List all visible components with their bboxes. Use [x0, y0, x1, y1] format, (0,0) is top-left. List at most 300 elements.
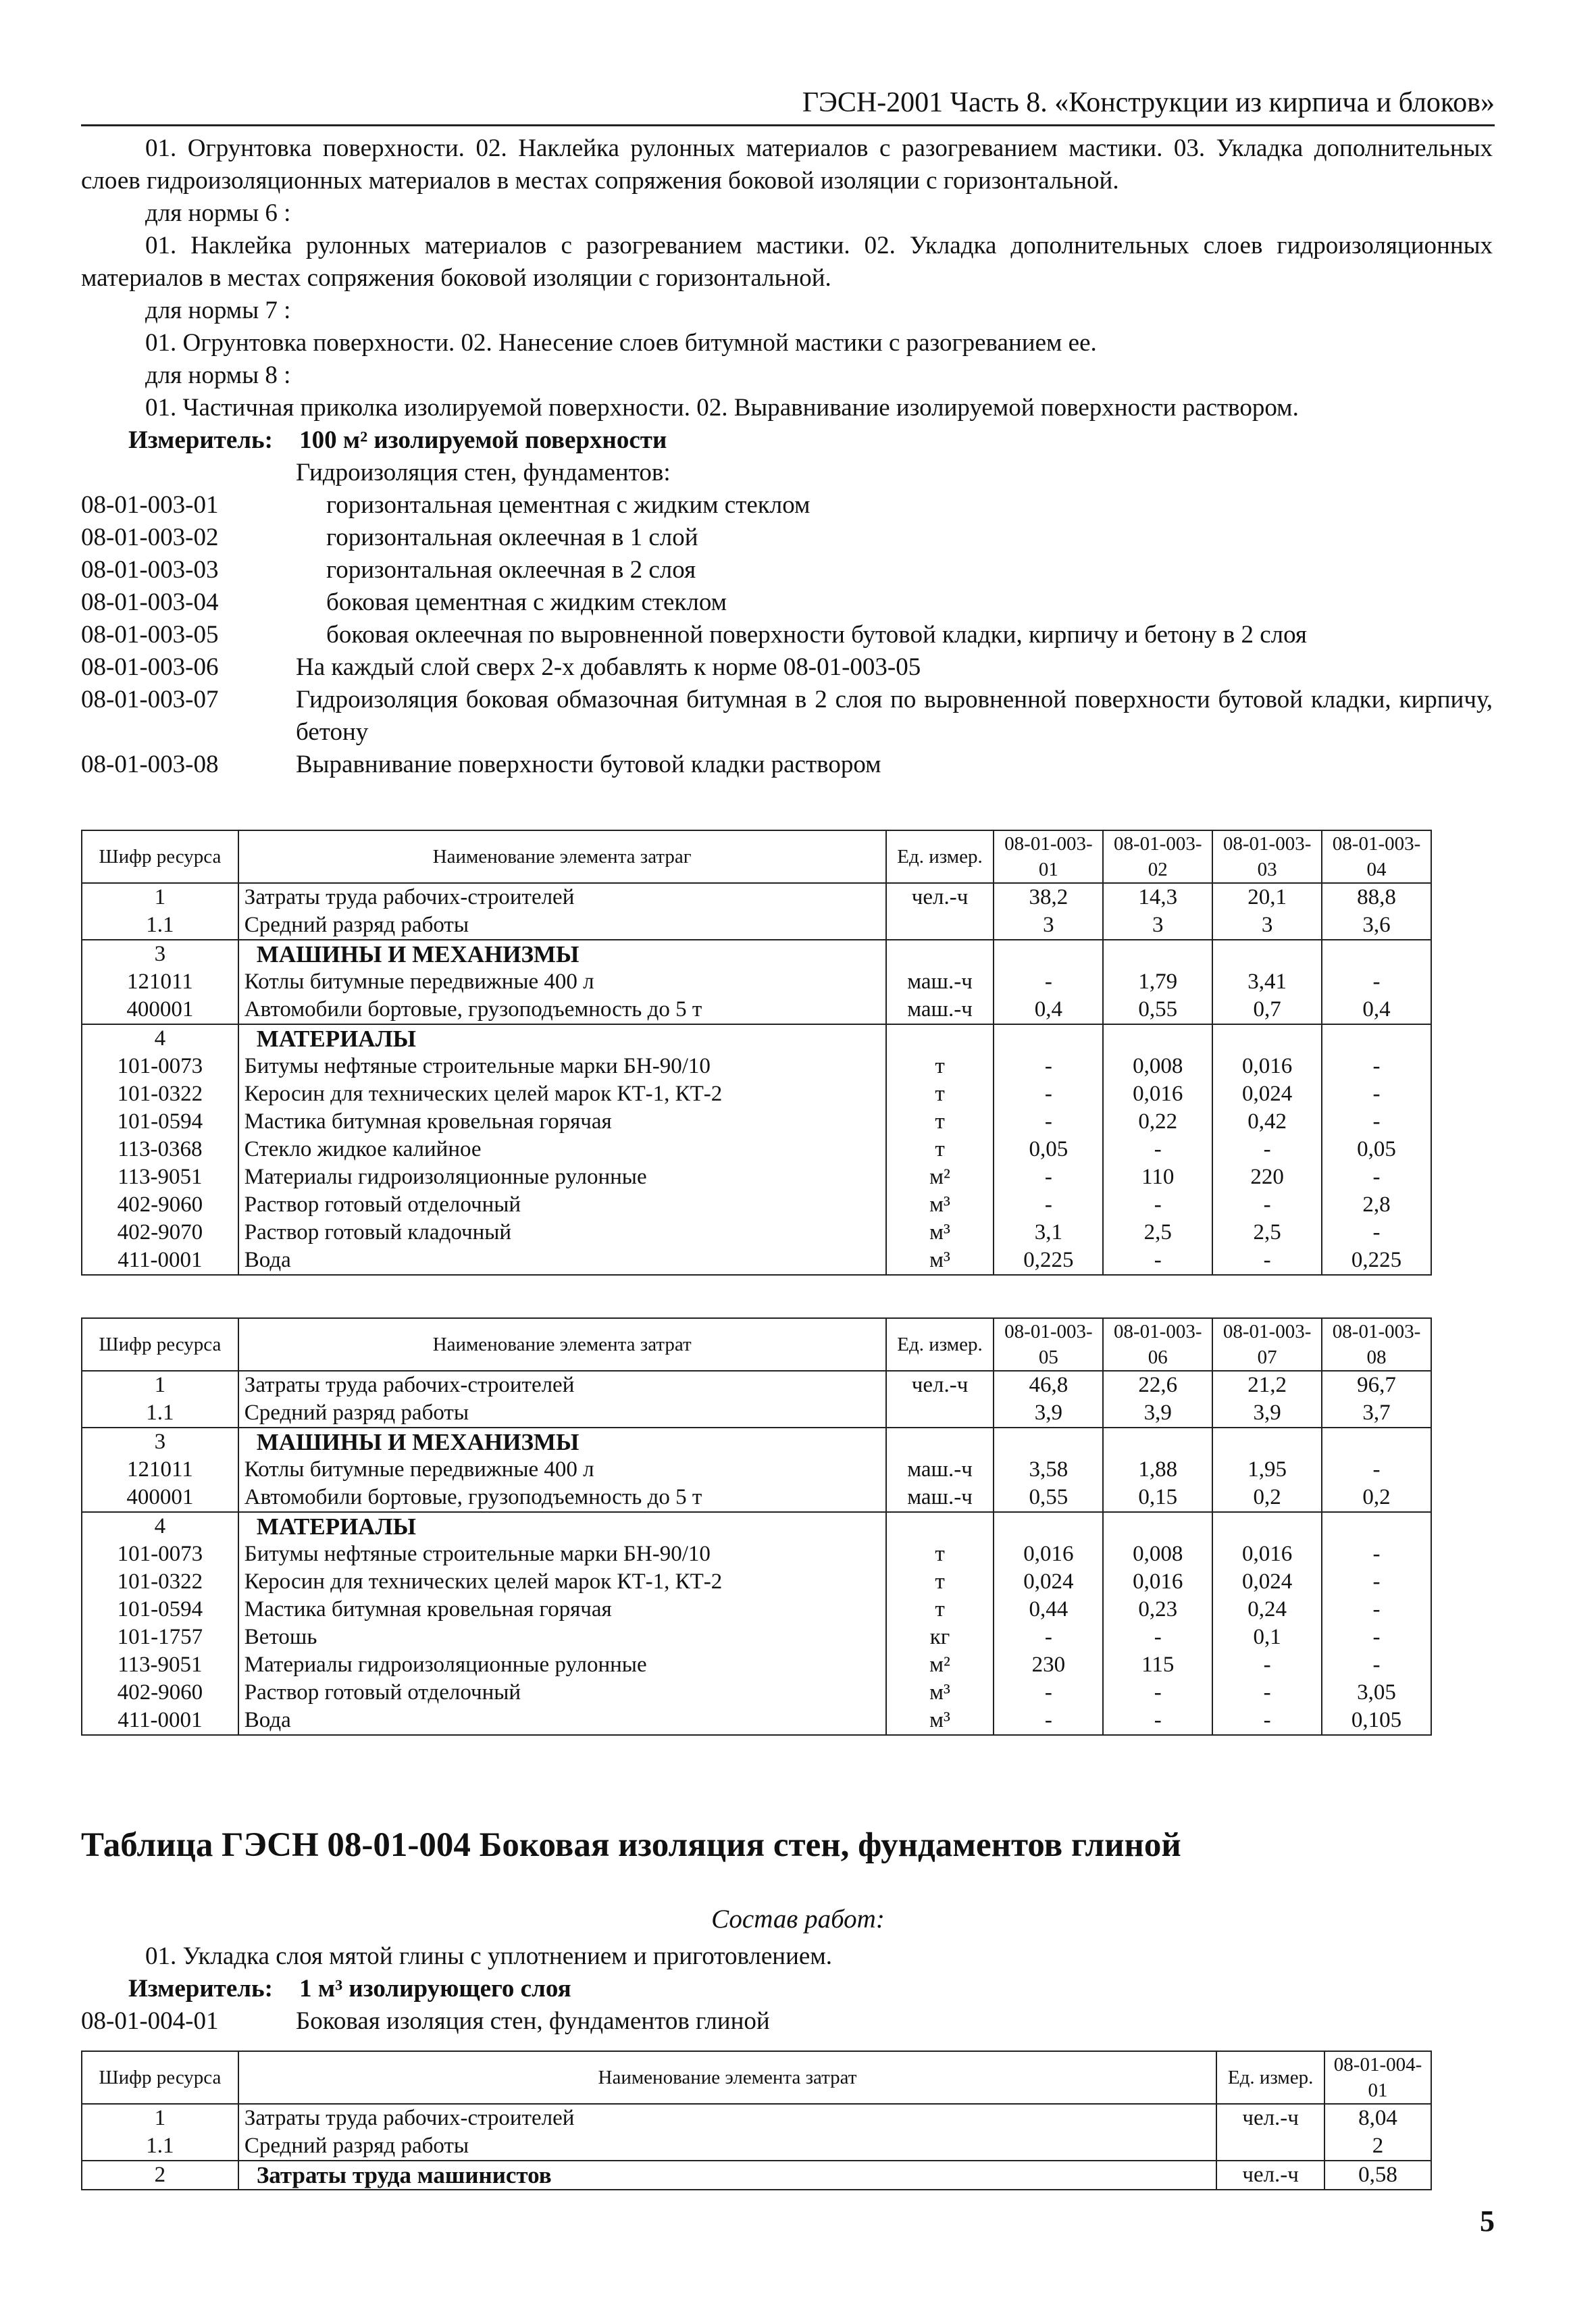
cell-name: Стекло жидкое калийное	[238, 1136, 886, 1163]
work-text-7: 01. Огрунтовка поверхности. 02. Нанесение слоев битумной мастики с разогреванием ее.	[145, 329, 1097, 357]
column-header-norm: 08-01-003-05	[994, 1318, 1103, 1371]
cell-value: 0,24	[1212, 1596, 1322, 1624]
column-header-norm: 08-01-003-07	[1212, 1318, 1322, 1371]
measure-line-2	[81, 1973, 1493, 2005]
cell-value: 0,22	[1103, 1108, 1212, 1136]
cell-value: 88,8	[1322, 883, 1431, 911]
cell-value: 3	[994, 911, 1103, 940]
cell-unit	[886, 1399, 994, 1428]
cell-name: Раствор готовый кладочный	[238, 1219, 886, 1247]
cell-value	[1212, 1428, 1322, 1456]
norm-desc: горизонтальная цементная с жидким стеклом	[326, 491, 810, 519]
cell-code: 1	[82, 2104, 238, 2132]
cell-name: МАТЕРИАЛЫ	[238, 1024, 886, 1053]
column-header-norm: 08-01-003-03	[1212, 830, 1322, 883]
cell-value: -	[1212, 1191, 1322, 1219]
column-header-name: Наименование элемента затрат	[238, 2051, 1216, 2104]
measure-line	[81, 424, 1493, 457]
work-text-6: 01. Наклейка рулонных материалов с разогреванием мастики. 02. Укладка дополнительных слоев гидроизоляционных материалов в местах сопряжения боковой изоляции с горизонтальной.	[81, 232, 1493, 292]
column-header-norm: 08-01-003-06	[1103, 1318, 1212, 1371]
cell-value: 0,024	[994, 1568, 1103, 1596]
cell-unit: т	[886, 1596, 994, 1624]
cell-value: 0,016	[1103, 1080, 1212, 1108]
cell-value: 110	[1103, 1163, 1212, 1191]
cell-value: 0,016	[1212, 1053, 1322, 1080]
norm-row	[81, 2005, 1493, 2038]
resource-table-2	[81, 1317, 1432, 1736]
cell-value: -	[1322, 1080, 1431, 1108]
work-text-2: 01. Укладка слоя мятой глины с уплотнением и приготовлением.	[145, 1942, 832, 1970]
cell-name: Котлы битумные передвижные 400 л	[238, 968, 886, 996]
cell-value: -	[994, 1679, 1103, 1707]
cell-value	[1322, 1428, 1431, 1456]
work-composition-heading: Состав работ:	[711, 1905, 885, 1934]
cell-value: 230	[994, 1651, 1103, 1679]
cell-name: Средний разряд работы	[238, 2132, 1216, 2161]
cell-value	[1103, 1512, 1212, 1540]
cell-value: 0,2	[1212, 1484, 1322, 1512]
cell-value: -	[1212, 1136, 1322, 1163]
cell-code: 101-0322	[82, 1080, 238, 1108]
cell-code: 113-0368	[82, 1136, 238, 1163]
cell-value: 3,7	[1322, 1399, 1431, 1428]
cell-value	[1103, 1024, 1212, 1053]
table-row	[82, 1512, 1431, 1540]
table-row	[82, 1191, 1431, 1219]
norm-row	[81, 522, 1493, 554]
cell-value	[1322, 1024, 1431, 1053]
cell-value: 0,58	[1324, 2161, 1431, 2190]
norm-row	[81, 749, 1493, 781]
cell-name: Автомобили бортовые, грузоподъемность до 5 т	[238, 996, 886, 1024]
cell-unit: т	[886, 1053, 994, 1080]
cell-value: 1,79	[1103, 968, 1212, 996]
cell-value: 0,225	[1322, 1247, 1431, 1275]
cell-value: 3,9	[1212, 1399, 1322, 1428]
cell-code: 400001	[82, 996, 238, 1024]
cell-value: -	[1212, 1247, 1322, 1275]
table-row	[82, 1219, 1431, 1247]
header-title: ГЭСН-2001 Часть 8. «Конструкции из кирпича и блоков»	[802, 87, 1495, 118]
cell-value: -	[994, 1108, 1103, 1136]
cell-value: 3,6	[1322, 911, 1431, 940]
cell-name: Средний разряд работы	[238, 1399, 886, 1428]
column-header-name: Наименование элемента затрат	[238, 1318, 886, 1371]
measure-label: Измеритель:	[128, 426, 273, 454]
table-row	[82, 1428, 1431, 1456]
cell-code: 4	[82, 1512, 238, 1540]
cell-value	[1103, 940, 1212, 968]
cell-name: Раствор готовый отделочный	[238, 1679, 886, 1707]
cell-value: 38,2	[994, 883, 1103, 911]
column-header-unit: Ед. измер.	[1216, 2051, 1324, 2104]
cell-code: 411-0001	[82, 1707, 238, 1735]
cell-value	[1103, 1428, 1212, 1456]
cell-value: -	[1322, 1651, 1431, 1679]
cell-value: 96,7	[1322, 1371, 1431, 1399]
cell-value: 0,55	[1103, 996, 1212, 1024]
norm-7-heading: для нормы 7 :	[145, 297, 291, 324]
cell-name: Битумы нефтяные строительные марки БН-90/10	[238, 1053, 886, 1080]
norm-code: 08-01-003-08	[81, 751, 219, 778]
cell-value: -	[994, 1624, 1103, 1651]
cell-unit: чел.-ч	[1216, 2161, 1324, 2190]
cell-value: 115	[1103, 1651, 1212, 1679]
norm-code: 08-01-003-04	[81, 588, 219, 616]
cell-code: 1.1	[82, 2132, 238, 2161]
cell-unit: кг	[886, 1624, 994, 1651]
cell-code: 113-9051	[82, 1651, 238, 1679]
table-row	[82, 1596, 1431, 1624]
cell-value: -	[1103, 1624, 1212, 1651]
norm-code: 08-01-003-06	[81, 653, 219, 681]
cell-value	[1322, 940, 1431, 968]
cell-value: 0,7	[1212, 996, 1322, 1024]
table-row	[82, 1707, 1431, 1735]
column-header-norm: 08-01-003-04	[1322, 830, 1431, 883]
table-row	[82, 940, 1431, 968]
table-row	[82, 1484, 1431, 1512]
cell-name: МАШИНЫ И МЕХАНИЗМЫ	[238, 1428, 886, 1456]
cell-code: 402-9060	[82, 1679, 238, 1707]
cell-unit: м²	[886, 1163, 994, 1191]
cell-value: -	[994, 1707, 1103, 1735]
column-header-norm: 08-01-003-08	[1322, 1318, 1431, 1371]
cell-name: Материалы гидроизоляционные рулонные	[238, 1651, 886, 1679]
cell-code: 1	[82, 883, 238, 911]
cell-name: МАШИНЫ И МЕХАНИЗМЫ	[238, 940, 886, 968]
cell-name: Раствор готовый отделочный	[238, 1191, 886, 1219]
cell-unit	[886, 1512, 994, 1540]
group-title: Гидроизоляция стен, фундаментов:	[296, 459, 671, 486]
cell-code: 1.1	[82, 1399, 238, 1428]
cell-value: 3,58	[994, 1456, 1103, 1484]
norm-8-heading: для нормы 8 :	[145, 361, 291, 389]
cell-code: 2	[82, 2161, 238, 2190]
cell-code: 113-9051	[82, 1163, 238, 1191]
table-row	[82, 1456, 1431, 1484]
table-row	[82, 1679, 1431, 1707]
cell-value: -	[1103, 1191, 1212, 1219]
cell-unit: маш.-ч	[886, 996, 994, 1024]
cell-code: 1.1	[82, 911, 238, 940]
cell-name: Вода	[238, 1707, 886, 1735]
cell-unit: т	[886, 1540, 994, 1568]
cell-value: 0,44	[994, 1596, 1103, 1624]
cell-value: -	[994, 1163, 1103, 1191]
cell-code: 400001	[82, 1484, 238, 1512]
norm-6-heading: для нормы 6 :	[145, 199, 291, 227]
cell-name: Мастика битумная кровельная горячая	[238, 1108, 886, 1136]
table-row	[82, 2104, 1431, 2132]
table-row	[82, 1624, 1431, 1651]
cell-value: -	[994, 968, 1103, 996]
cell-unit: м³	[886, 1247, 994, 1275]
cell-value: 3	[1212, 911, 1322, 940]
cell-unit	[886, 911, 994, 940]
table-row	[82, 1371, 1431, 1399]
cell-value: 2,5	[1103, 1219, 1212, 1247]
cell-code: 121011	[82, 1456, 238, 1484]
norm-row	[81, 651, 1493, 684]
cell-unit: т	[886, 1080, 994, 1108]
cell-value	[994, 940, 1103, 968]
cell-code: 101-0073	[82, 1053, 238, 1080]
cell-name: Мастика битумная кровельная горячая	[238, 1596, 886, 1624]
cell-value	[994, 1428, 1103, 1456]
page-number: 5	[1480, 2205, 1495, 2238]
norm-desc: боковая цементная с жидким стеклом	[326, 588, 727, 616]
cell-value: 0,016	[1212, 1540, 1322, 1568]
column-header-code: Шифр ресурса	[82, 2051, 238, 2104]
cell-value: -	[994, 1191, 1103, 1219]
cell-value: 0,016	[994, 1540, 1103, 1568]
cell-unit: м³	[886, 1219, 994, 1247]
norm-code: 08-01-004-01	[81, 2007, 219, 2035]
cell-unit: т	[886, 1568, 994, 1596]
cell-value: -	[1322, 1053, 1431, 1080]
cell-code: 101-0594	[82, 1108, 238, 1136]
cell-value	[1212, 1512, 1322, 1540]
norm-row	[81, 586, 1493, 619]
cell-name: Затраты труда рабочих-строителей	[238, 883, 886, 911]
cell-unit: т	[886, 1136, 994, 1163]
cell-name: Средний разряд работы	[238, 911, 886, 940]
cell-unit	[886, 940, 994, 968]
table-header-row	[82, 1318, 1431, 1371]
table-row	[82, 1399, 1431, 1428]
norm-desc: На каждый слой сверх 2-х добавлять к норме 08-01-003-05	[296, 653, 921, 681]
cell-unit: м³	[886, 1707, 994, 1735]
column-header-norm: 08-01-004-01	[1324, 2051, 1431, 2104]
cell-code: 4	[82, 1024, 238, 1053]
cell-value: 3,9	[994, 1399, 1103, 1428]
cell-unit: м³	[886, 1191, 994, 1219]
table-row	[82, 968, 1431, 996]
cell-value: 46,8	[994, 1371, 1103, 1399]
cell-unit: чел.-ч	[886, 1371, 994, 1399]
norm-row	[81, 489, 1493, 522]
table-row	[82, 1108, 1431, 1136]
resource-table-1	[81, 830, 1432, 1276]
cell-value: -	[1103, 1679, 1212, 1707]
norm-code: 08-01-003-02	[81, 524, 219, 551]
cell-value: 2	[1324, 2132, 1431, 2161]
cell-value: 2,8	[1322, 1191, 1431, 1219]
cell-code: 3	[82, 1428, 238, 1456]
cell-value: 0,55	[994, 1484, 1103, 1512]
cell-value: 0,15	[1103, 1484, 1212, 1512]
cell-value	[1322, 1512, 1431, 1540]
cell-value: 220	[1212, 1163, 1322, 1191]
table-row	[82, 1568, 1431, 1596]
column-header-unit: Ед. измер.	[886, 830, 994, 883]
cell-value: -	[1322, 1596, 1431, 1624]
cell-code: 101-0322	[82, 1568, 238, 1596]
cell-value: 22,6	[1103, 1371, 1212, 1399]
measure-label-2: Измеритель:	[128, 1975, 273, 2003]
cell-unit: маш.-ч	[886, 1456, 994, 1484]
cell-value	[1212, 940, 1322, 968]
cell-value: -	[1322, 1624, 1431, 1651]
cell-value: 3,1	[994, 1219, 1103, 1247]
column-header-norm: 08-01-003-01	[994, 830, 1103, 883]
work-composition-2	[81, 1940, 1493, 2038]
cell-unit: чел.-ч	[886, 883, 994, 911]
column-header-norm: 08-01-003-02	[1103, 830, 1212, 883]
table-row	[82, 1024, 1431, 1053]
cell-unit: м²	[886, 1651, 994, 1679]
cell-value: 14,3	[1103, 883, 1212, 911]
cell-name: Котлы битумные передвижные 400 л	[238, 1456, 886, 1484]
cell-code: 121011	[82, 968, 238, 996]
cell-name: Автомобили бортовые, грузоподъемность до 5 т	[238, 1484, 886, 1512]
norm-desc: горизонтальная оклеечная в 2 слоя	[326, 556, 696, 584]
cell-value: 1,88	[1103, 1456, 1212, 1484]
cell-value: 2,5	[1212, 1219, 1322, 1247]
cell-value: 0,23	[1103, 1596, 1212, 1624]
norm-desc: Боковая изоляция стен, фундаментов глиной	[296, 2007, 770, 2035]
column-header-unit: Ед. измер.	[886, 1318, 994, 1371]
cell-name: Битумы нефтяные строительные марки БН-90/10	[238, 1540, 886, 1568]
cell-value: -	[1322, 1456, 1431, 1484]
cell-value: 3	[1103, 911, 1212, 940]
cell-value: -	[1103, 1707, 1212, 1735]
cell-name: Затраты труда машинистов	[238, 2161, 1216, 2190]
cell-name: Ветошь	[238, 1624, 886, 1651]
norm-row	[81, 684, 1493, 749]
cell-value: 0,4	[994, 996, 1103, 1024]
cell-value: 21,2	[1212, 1371, 1322, 1399]
norm-desc: горизонтальная оклеечная в 1 слой	[326, 524, 698, 551]
cell-unit: маш.-ч	[886, 1484, 994, 1512]
norm-row	[81, 619, 1493, 651]
table-row	[82, 1540, 1431, 1568]
cell-code: 402-9060	[82, 1191, 238, 1219]
cell-value: -	[1322, 1219, 1431, 1247]
cell-value: -	[1322, 1568, 1431, 1596]
column-header-code: Шифр ресурса	[82, 1318, 238, 1371]
table-row	[82, 911, 1431, 940]
cell-value	[1212, 1024, 1322, 1053]
cell-code: 101-0594	[82, 1596, 238, 1624]
cell-name: Затраты труда рабочих-строителей	[238, 2104, 1216, 2132]
cell-unit: чел.-ч	[1216, 2104, 1324, 2132]
cell-name: Материалы гидроизоляционные рулонные	[238, 1163, 886, 1191]
cell-value: 0,05	[1322, 1136, 1431, 1163]
cell-value: -	[994, 1080, 1103, 1108]
column-header-name: Наименование элемента затраг	[238, 830, 886, 883]
cell-value: 0,225	[994, 1247, 1103, 1275]
table-row	[82, 1247, 1431, 1275]
cell-value: 3,9	[1103, 1399, 1212, 1428]
table-row	[82, 1080, 1431, 1108]
cell-value: -	[1212, 1707, 1322, 1735]
norm-desc: Гидроизоляция боковая обмазочная битумная в 2 слоя по выровненной поверхности бутовой кладки, кирпичу, бетону	[296, 686, 1493, 746]
cell-value	[994, 1024, 1103, 1053]
work-composition	[81, 132, 1493, 781]
cell-code: 402-9070	[82, 1219, 238, 1247]
cell-name: МАТЕРИАЛЫ	[238, 1512, 886, 1540]
measure-value-2: 1 м³ изолирующего слоя	[299, 1975, 571, 2003]
cell-value: 8,04	[1324, 2104, 1431, 2132]
cell-name: Керосин для технических целей марок КТ-1, КТ-2	[238, 1568, 886, 1596]
cell-value: 1,95	[1212, 1456, 1322, 1484]
cell-value: -	[1212, 1651, 1322, 1679]
cell-value: 0,2	[1322, 1484, 1431, 1512]
resource-table-3	[81, 2051, 1432, 2190]
cell-code: 3	[82, 940, 238, 968]
table-header-row	[82, 830, 1431, 883]
cell-name: Керосин для технических целей марок КТ-1, КТ-2	[238, 1080, 886, 1108]
norms-list	[81, 489, 1493, 781]
table-header-row	[82, 2051, 1431, 2104]
table-row	[82, 1136, 1431, 1163]
work-text-1: 01. Огрунтовка поверхности. 02. Наклейка рулонных материалов с разогреванием мастики. 03. Укладка дополнительных слоев гидроизоляционных материалов в местах сопряжения боковой изоляции с горизонтальной.	[81, 134, 1493, 195]
table-row	[82, 996, 1431, 1024]
cell-value	[994, 1512, 1103, 1540]
cell-name: Затраты труда рабочих-строителей	[238, 1371, 886, 1399]
cell-value: 0,05	[994, 1136, 1103, 1163]
table-row	[82, 1651, 1431, 1679]
cell-value: -	[1322, 968, 1431, 996]
cell-value: 3,05	[1322, 1679, 1431, 1707]
cell-value: 0,1	[1212, 1624, 1322, 1651]
cell-unit: м³	[886, 1679, 994, 1707]
table-row	[82, 883, 1431, 911]
table-row	[82, 1053, 1431, 1080]
cell-value: 20,1	[1212, 883, 1322, 911]
cell-value: 0,024	[1212, 1080, 1322, 1108]
cell-unit: маш.-ч	[886, 968, 994, 996]
cell-value: -	[1103, 1247, 1212, 1275]
cell-value: -	[1322, 1163, 1431, 1191]
table-row	[82, 1163, 1431, 1191]
cell-value: 0,008	[1103, 1053, 1212, 1080]
norm-desc: боковая оклеечная по выровненной поверхности бутовой кладки, кирпичу и бетону в 2 слоя	[326, 621, 1307, 649]
cell-value: 0,024	[1212, 1568, 1322, 1596]
cell-code: 101-0073	[82, 1540, 238, 1568]
cell-value: -	[1212, 1679, 1322, 1707]
cell-unit	[886, 1428, 994, 1456]
cell-unit: т	[886, 1108, 994, 1136]
cell-value: 0,42	[1212, 1108, 1322, 1136]
cell-code: 1	[82, 1371, 238, 1399]
cell-value: 0,008	[1103, 1540, 1212, 1568]
table-row	[82, 2132, 1431, 2161]
cell-code: 411-0001	[82, 1247, 238, 1275]
norm-code: 08-01-003-01	[81, 491, 219, 519]
cell-unit	[886, 1024, 994, 1053]
cell-value: 0,016	[1103, 1568, 1212, 1596]
norm-code: 08-01-003-05	[81, 621, 219, 649]
table-title: Таблица ГЭСН 08-01-004 Боковая изоляция стен, фундаментов глиной	[81, 1826, 1181, 1864]
page-header	[81, 81, 1495, 126]
cell-value: -	[1322, 1108, 1431, 1136]
cell-unit	[1216, 2132, 1324, 2161]
cell-code: 101-1757	[82, 1624, 238, 1651]
norm-row	[81, 554, 1493, 586]
cell-value: -	[1103, 1136, 1212, 1163]
norm-desc: Выравнивание поверхности бутовой кладки раствором	[296, 751, 881, 778]
measure-value: 100 м² изолируемой поверхности	[299, 426, 667, 454]
cell-value: -	[1322, 1540, 1431, 1568]
column-header-code: Шифр ресурса	[82, 830, 238, 883]
cell-value: 0,4	[1322, 996, 1431, 1024]
norm-code: 08-01-003-07	[81, 686, 219, 713]
norm-code: 08-01-003-03	[81, 556, 219, 584]
cell-name: Вода	[238, 1247, 886, 1275]
